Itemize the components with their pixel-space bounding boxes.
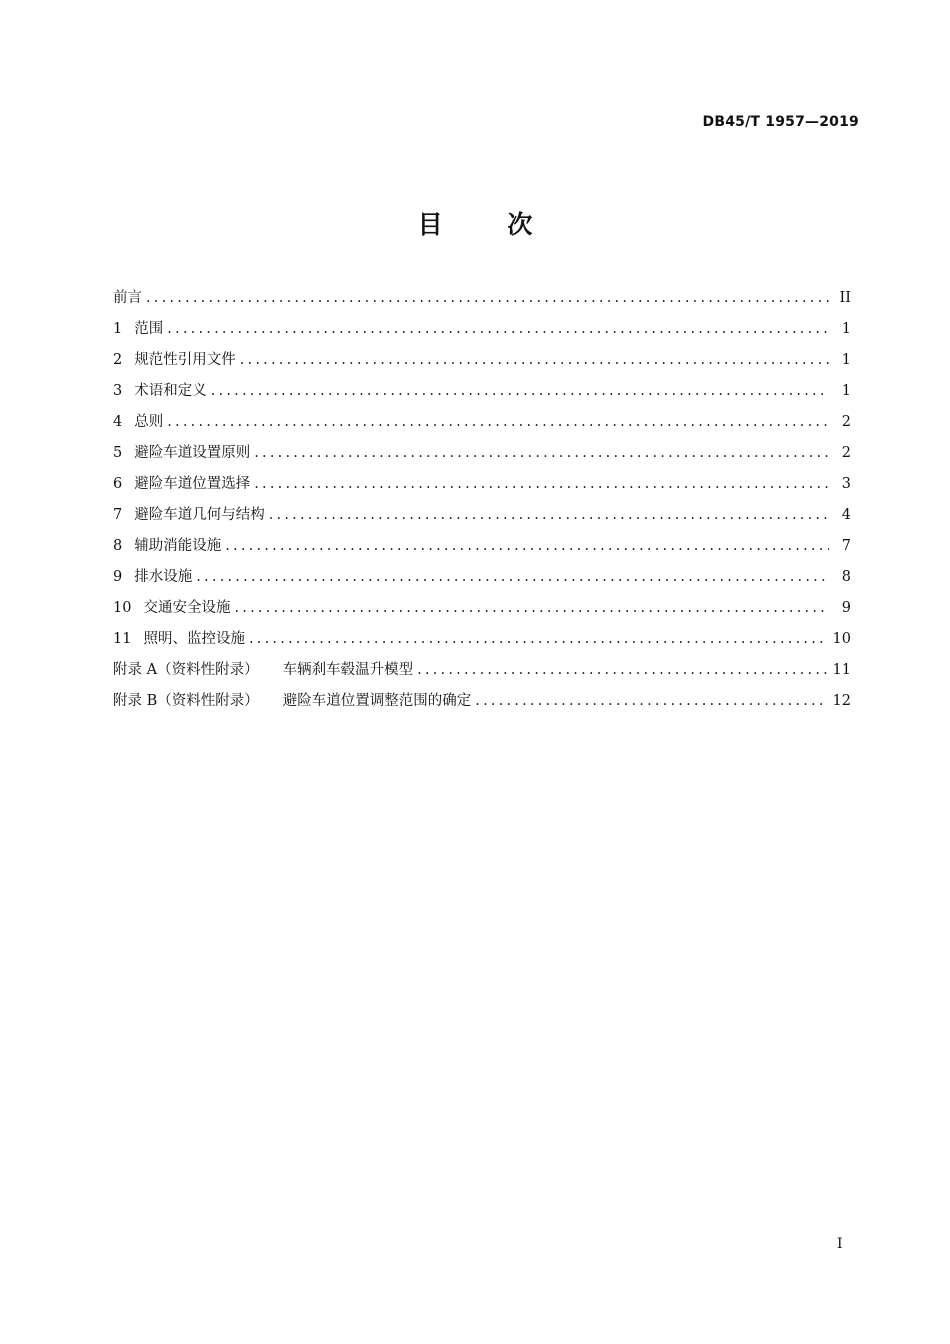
toc-leader-dots (211, 379, 829, 403)
toc-leader-dots (196, 565, 829, 589)
toc-entry-number: 4 (113, 414, 123, 430)
toc-leader-dots (475, 689, 826, 713)
toc-leader-dots (146, 286, 829, 310)
toc-entry-foreword[interactable] (113, 286, 851, 317)
toc-entry-page: 1 (841, 383, 851, 399)
toc-entry-page: 4 (841, 507, 851, 523)
toc-entry-3[interactable] (113, 379, 851, 410)
toc-leader-dots (417, 658, 826, 682)
toc-entry-label: 规范性引用文件 (134, 352, 236, 368)
toc-entry-number: 11 (113, 631, 132, 647)
toc-entry-page: 2 (841, 445, 851, 461)
toc-entry-5[interactable] (113, 441, 851, 472)
toc-leader-dots (240, 348, 829, 372)
toc-entry-8[interactable] (113, 534, 851, 565)
toc-entry-page: 1 (841, 321, 851, 337)
toc-entry-11[interactable] (113, 627, 851, 658)
toc-entry-page: 7 (841, 538, 851, 554)
toc-leader-dots (254, 472, 829, 496)
toc-leader-dots (225, 534, 829, 558)
toc-entry-page: 11 (832, 662, 851, 678)
toc-entry-number: 9 (113, 569, 123, 585)
toc-entry-page: 12 (832, 693, 851, 709)
toc-entry-label: 交通安全设施 (143, 600, 231, 616)
toc-entry-number: 8 (113, 538, 123, 554)
toc-entry-label: 避险车道位置选择 (134, 476, 251, 492)
document-code: DB45/T 1957—2019 (702, 114, 859, 130)
toc-entry-page: II (839, 290, 851, 306)
toc-entry-number: 10 (113, 600, 132, 616)
toc-appendix-title: 车辆刹车毂温升模型 (282, 662, 414, 678)
table-of-contents (113, 286, 851, 720)
toc-entry-9[interactable] (113, 565, 851, 596)
toc-entry-label: 辅助消能设施 (134, 538, 222, 554)
toc-entry-number: 6 (113, 476, 123, 492)
toc-entry-4[interactable] (113, 410, 851, 441)
toc-leader-dots (167, 317, 829, 341)
toc-entry-number: 2 (113, 352, 123, 368)
toc-entry-label: 前言 (113, 290, 142, 306)
toc-leader-dots (254, 441, 829, 465)
toc-appendix-title: 避险车道位置调整范围的确定 (282, 693, 472, 709)
toc-entry-7[interactable] (113, 503, 851, 534)
toc-entry-label: 照明、监控设施 (143, 631, 245, 647)
toc-entry-appendix-b[interactable] (113, 689, 851, 720)
toc-entry-page: 10 (832, 631, 851, 647)
toc-entry-label: 避险车道设置原则 (134, 445, 251, 461)
toc-entry-page: 3 (841, 476, 851, 492)
toc-appendix-label: 附录 B（资料性附录） (113, 693, 259, 709)
toc-entry-number: 5 (113, 445, 123, 461)
toc-entry-2[interactable] (113, 348, 851, 379)
toc-entry-10[interactable] (113, 596, 851, 627)
toc-entry-label: 避险车道几何与结构 (134, 507, 265, 523)
toc-entry-page: 1 (841, 352, 851, 368)
toc-leader-dots (269, 503, 829, 527)
page-title: 目 次 (417, 210, 561, 239)
toc-leader-dots (234, 596, 829, 620)
toc-entry-page: 8 (841, 569, 851, 585)
toc-entry-label: 术语和定义 (134, 383, 207, 399)
toc-entry-label: 总则 (134, 414, 164, 430)
toc-entry-appendix-a[interactable] (113, 658, 851, 689)
toc-entry-6[interactable] (113, 472, 851, 503)
toc-leader-dots (167, 410, 829, 434)
toc-entry-1[interactable] (113, 317, 851, 348)
toc-appendix-label: 附录 A（资料性附录） (113, 662, 259, 678)
toc-entry-label: 范围 (134, 321, 164, 337)
toc-entry-number: 3 (113, 383, 123, 399)
page-number: I (837, 1236, 843, 1252)
toc-leader-dots (249, 627, 827, 651)
toc-entry-page: 2 (841, 414, 851, 430)
toc-entry-number: 7 (113, 507, 123, 523)
toc-entry-page: 9 (841, 600, 851, 616)
toc-entry-number: 1 (113, 321, 123, 337)
toc-entry-label: 排水设施 (134, 569, 193, 585)
